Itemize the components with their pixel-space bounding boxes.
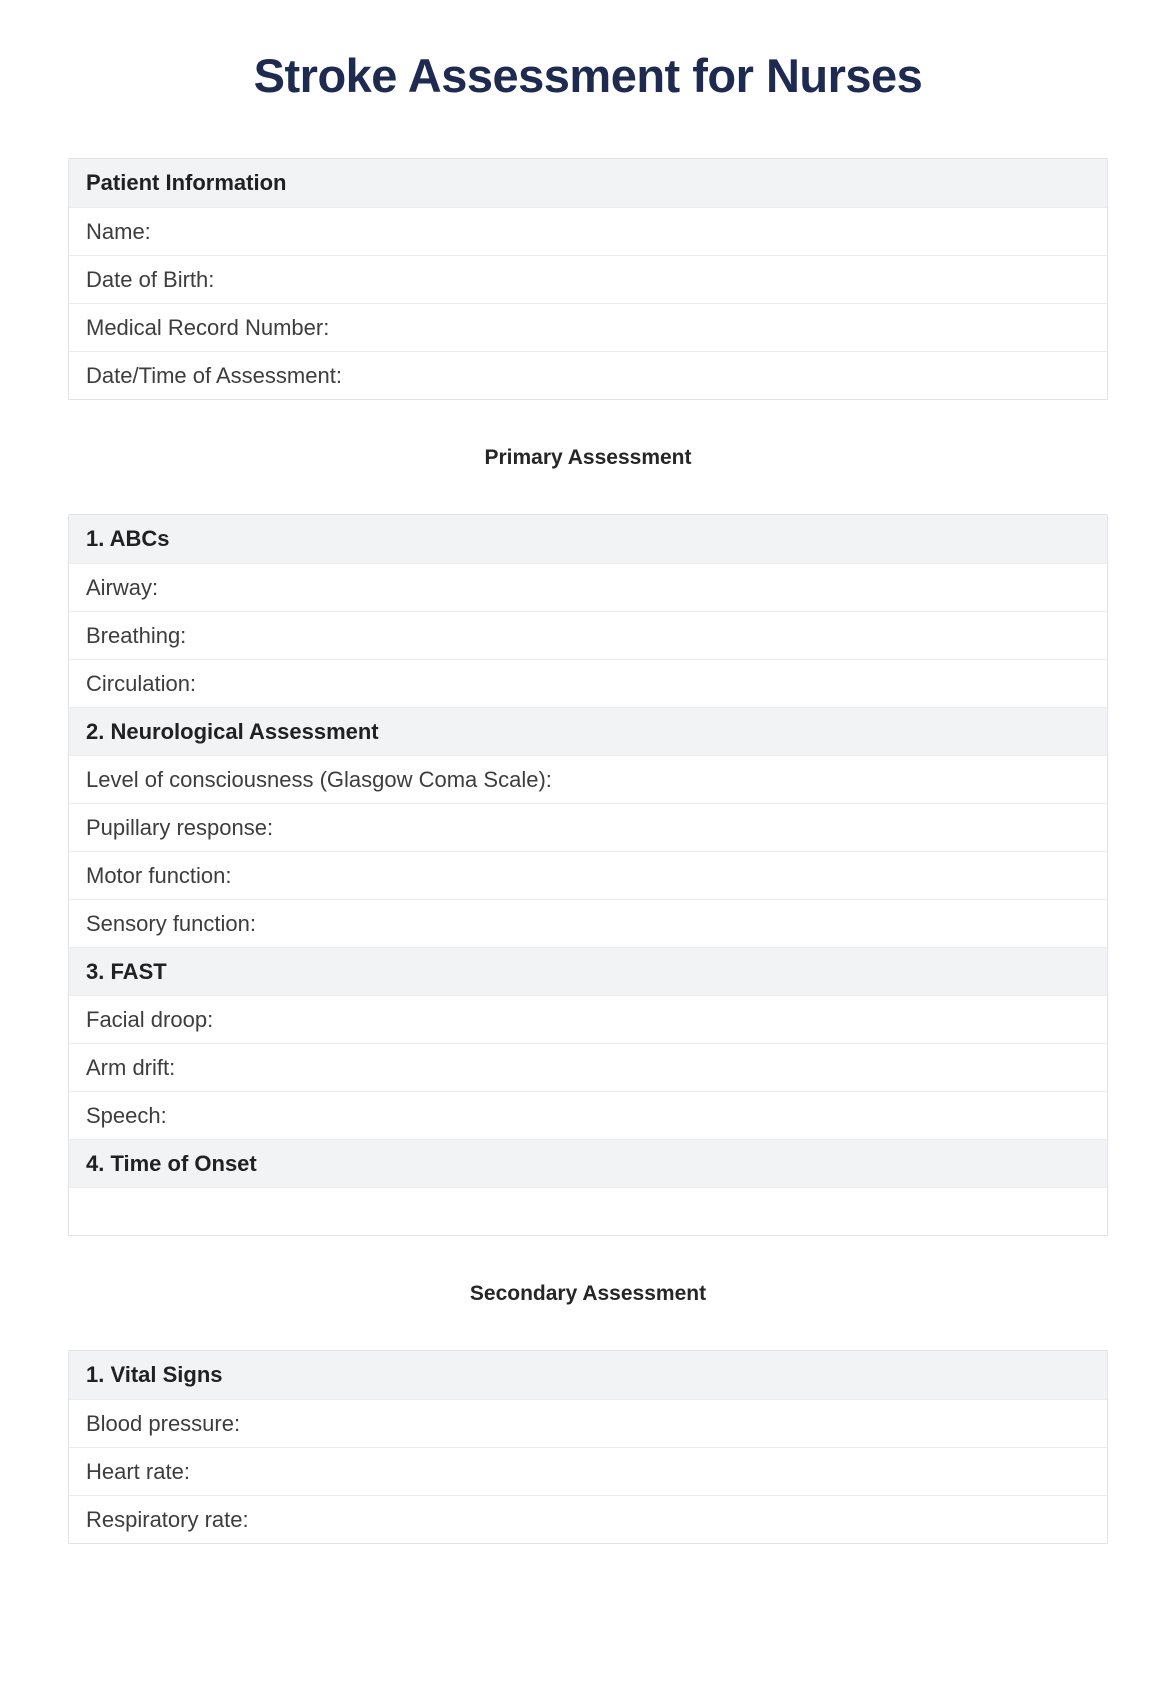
table-section-header	[69, 1351, 1107, 1399]
field-fill-area[interactable]	[86, 1188, 1090, 1235]
form-field-row	[69, 995, 1107, 1043]
form-field-row	[69, 1495, 1107, 1543]
field-fill-area[interactable]	[256, 900, 1090, 947]
form-field-row	[69, 1399, 1107, 1447]
form-field-row	[69, 611, 1107, 659]
field-label: Speech:	[86, 1102, 167, 1128]
field-fill-area[interactable]	[329, 304, 1090, 351]
field-label: Sensory function:	[86, 910, 256, 936]
table-section-header-label: Patient Information	[86, 170, 287, 195]
field-label: Facial droop:	[86, 1006, 214, 1032]
field-fill-area[interactable]	[232, 852, 1090, 899]
form-field-row	[69, 851, 1107, 899]
field-fill-area[interactable]	[158, 564, 1090, 611]
field-label: Date of Birth:	[86, 266, 215, 292]
field-fill-area[interactable]	[240, 1400, 1090, 1447]
page-title: Stroke Assessment for Nurses	[253, 49, 923, 102]
field-fill-area[interactable]	[167, 1092, 1090, 1139]
table-section-header-label: 1. ABCs	[86, 526, 170, 551]
table-section-header	[69, 1139, 1107, 1187]
field-label: Date/Time of Assessment:	[86, 362, 342, 388]
table-section-header-label: 3. FAST	[86, 958, 167, 984]
form-field-row	[69, 303, 1107, 351]
table-section-header	[69, 159, 1107, 207]
form-field-row	[69, 755, 1107, 803]
field-label: Name:	[86, 218, 151, 244]
form-field-row	[69, 1091, 1107, 1139]
document-page	[0, 51, 1176, 1681]
field-fill-area[interactable]	[273, 804, 1090, 851]
form-field-row	[69, 563, 1107, 611]
form-field-row	[69, 1447, 1107, 1495]
field-label: Circulation:	[86, 670, 197, 696]
field-fill-area[interactable]	[175, 1044, 1090, 1091]
form-table	[68, 158, 1108, 400]
table-section-header	[69, 947, 1107, 995]
form-field-row	[69, 207, 1107, 255]
field-label: Respiratory rate:	[86, 1506, 249, 1532]
form-field-row	[69, 351, 1107, 399]
form-table	[68, 1350, 1108, 1544]
form-field-row	[69, 1043, 1107, 1091]
table-section-header-label: 1. Vital Signs	[86, 1362, 223, 1387]
field-fill-area[interactable]	[249, 1496, 1090, 1543]
field-label: Motor function:	[86, 862, 232, 888]
table-section-header-label: 2. Neurological Assessment	[86, 718, 379, 744]
field-label: Breathing:	[86, 622, 187, 648]
field-fill-area[interactable]	[151, 208, 1090, 255]
field-label: Heart rate:	[86, 1458, 190, 1484]
field-fill-area[interactable]	[342, 352, 1090, 399]
field-label: Medical Record Number:	[86, 314, 330, 340]
document-content	[0, 158, 1176, 1544]
table-section-header	[69, 707, 1107, 755]
field-label: Airway:	[86, 574, 159, 600]
field-fill-area[interactable]	[552, 756, 1090, 803]
field-fill-area[interactable]	[213, 996, 1090, 1043]
table-section-header	[69, 515, 1107, 563]
field-label: Arm drift:	[86, 1054, 176, 1080]
form-field-row	[69, 255, 1107, 303]
field-fill-area[interactable]	[190, 1448, 1090, 1495]
field-label: Level of consciousness (Glasgow Coma Scale):	[86, 766, 552, 792]
field-label: Pupillary response:	[86, 814, 274, 840]
form-table	[68, 514, 1108, 1236]
form-field-row	[69, 803, 1107, 851]
table-section-header-label: 4. Time of Onset	[86, 1150, 257, 1176]
field-fill-area[interactable]	[196, 660, 1090, 707]
form-field-row	[69, 1187, 1107, 1235]
field-fill-area[interactable]	[186, 612, 1090, 659]
form-field-row	[69, 899, 1107, 947]
section-heading: Primary Assessment	[484, 446, 692, 469]
section-heading: Secondary Assessment	[469, 1282, 707, 1305]
field-fill-area[interactable]	[214, 256, 1090, 303]
form-field-row	[69, 659, 1107, 707]
field-label: Blood pressure:	[86, 1410, 241, 1436]
